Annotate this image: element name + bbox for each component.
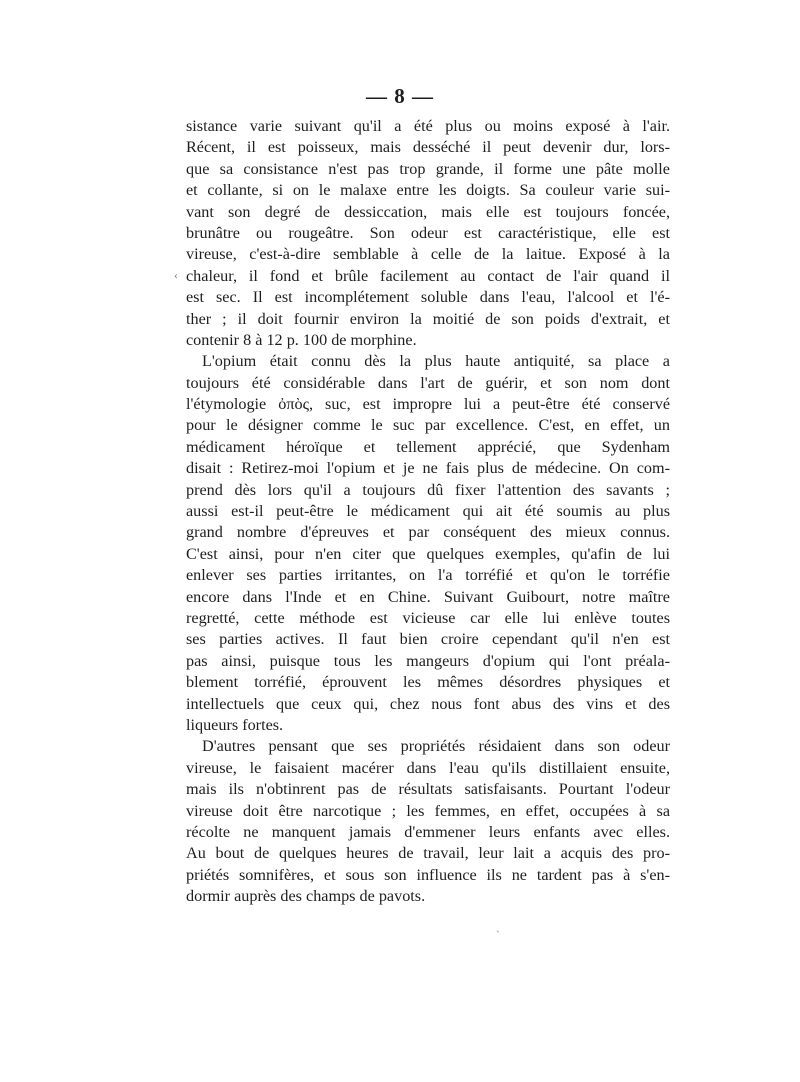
paragraph <box>186 736 670 907</box>
text-line: Au bout de quelques heures de travail, leur lait a acquis des pro- <box>186 844 670 863</box>
text-line: intellectuels que ceux qui, chez nous font abus des vins et des <box>186 694 670 713</box>
paragraph <box>186 351 670 736</box>
text-line: prend dès lors qu'il a toujours dû fixer l'attention des savants ; <box>186 480 670 499</box>
text-line: disait : Retirez-moi l'opium et je ne fais plus de médecine. On com- <box>186 459 670 478</box>
text-line: dormir auprès des champs de pavots. <box>186 887 426 906</box>
text-line: encore dans l'Inde et en Chine. Suivant Guibourt, notre maître <box>186 587 670 606</box>
text-line: vant son degré de dessiccation, mais elle est toujours foncée, <box>186 202 670 221</box>
text-line: ses parties actives. Il faut bien croire cependant qu'il n'en est <box>186 630 670 649</box>
text-line: toujours été considérable dans l'art de guérir, et son nom dont <box>186 373 670 392</box>
text-line: que sa consistance n'est pas trop grande, il forme une pâte molle <box>186 159 670 178</box>
text-line: ther ; il doit fournir environ la moitié de son poids d'extrait, et <box>186 309 670 328</box>
text-line: sistance varie suivant qu'il a été plus ou moins exposé à l'air. <box>186 117 670 135</box>
text-line: chaleur, il fond et brûle facilement au contact de l'air quand il <box>186 266 670 285</box>
text-line: vireuse, c'est-à-dire semblable à celle de la laitue. Exposé à la <box>186 245 670 264</box>
text-line: mais ils n'obtinrent pas de résultats satisfaisants. Pourtant l'odeur <box>186 780 670 799</box>
text-line: vireuse doit être narcotique ; les femmes, en effet, occupées à sa <box>186 801 670 820</box>
stray-mark: ` <box>496 928 500 942</box>
text-line: blement torréfié, éprouvent les mêmes désordres physiques et <box>186 673 670 692</box>
text-line: brunâtre ou rougeâtre. Son odeur est caractéristique, elle est <box>186 223 670 242</box>
text-line: Récent, il est poisseux, mais desséché il peut devenir dur, lors- <box>186 138 670 157</box>
text-line: est sec. Il est incomplétement soluble dans l'eau, l'alcool et l'é- <box>186 288 670 307</box>
text-line: et collante, si on le malaxe entre les doigts. Sa couleur varie sui- <box>186 181 670 200</box>
text-line: priétés somnifères, et sous son influence ils ne tardent pas à s'en- <box>186 865 670 884</box>
text-line: l'étymologie ὀπὸς, suc, est impropre lui a peut-être été conservé <box>186 395 670 414</box>
paragraph <box>186 116 670 351</box>
text-line: grand nombre d'épreuves et par conséquent des mieux connus. <box>186 523 670 542</box>
text-line: regretté, cette méthode est vicieuse car elle lui enlève toutes <box>186 608 670 627</box>
page-number: — 8 — <box>366 84 434 108</box>
text-line: vireuse, le faisaient macérer dans l'eau qu'ils distillaient ensuite, <box>186 758 670 777</box>
text-line: récolte ne manquent jamais d'emmener leurs enfants avec elles. <box>186 822 670 841</box>
text-line: contenir 8 à 12 p. 100 de morphine. <box>186 330 417 349</box>
margin-mark: ‹ <box>174 268 178 282</box>
text-block <box>186 116 670 907</box>
text-line: pour le désigner comme le suc par excellence. C'est, en effet, un <box>186 416 670 435</box>
text-line: L'opium était connu dès la plus haute antiquité, sa place a <box>202 352 670 371</box>
text-line: aussi est-il peut-être le médicament qui ait été soumis au plus <box>186 502 670 521</box>
text-line: enlever ses parties irritantes, on l'a torréfié et qu'on le torréfie <box>186 566 670 585</box>
text-line: C'est ainsi, pour n'en citer que quelques exemples, qu'afin de lui <box>186 544 670 563</box>
text-line: pas ainsi, puisque tous les mangeurs d'opium qui l'ont préala- <box>186 651 670 670</box>
text-line: liqueurs fortes. <box>186 715 284 734</box>
text-line: médicament héroïque et tellement apprécié, que Sydenham <box>186 437 670 456</box>
text-line: D'autres pensant que ses propriétés résidaient dans son odeur <box>202 737 670 756</box>
